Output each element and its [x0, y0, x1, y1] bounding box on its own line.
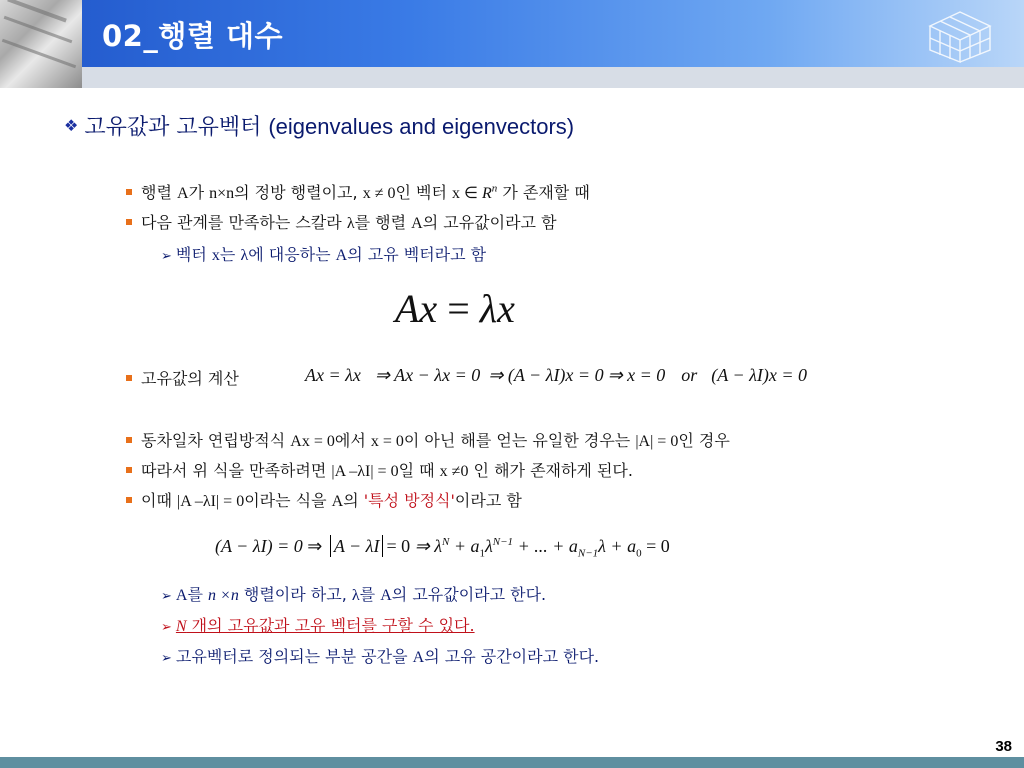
slide-title: 02_행렬 대수 [102, 19, 284, 53]
sub-bullet-eigenvector-def: ➢ 벡터 x는 λ에 대응하는 A의 고유 벡터라고 함 [161, 245, 487, 264]
calc-equation: Ax = λx ⇒ Ax − λx = 0 ⇒ (A − λI)x = 0 ⇒ x = 0 or (A − λI)x = 0 [305, 365, 808, 385]
arrow-bullet-icon: ➢ [161, 249, 172, 264]
bullet-eigenvalue-def: 다음 관계를 만족하는 스칼라 λ를 행렬 A의 고유값이라고 함 [126, 210, 557, 233]
square-bullet-icon [126, 375, 132, 381]
header-photo [0, 0, 82, 88]
cube-logo-icon [920, 6, 1000, 64]
arrow-bullet-icon: ➢ [161, 651, 172, 666]
sub-bullet-eigenspace: ➢ 고유벡터로 정의되는 부분 공간을 A의 고유 공간이라고 한다. [161, 647, 600, 666]
bullet-homogeneous-system: 동차일차 연립방적식 Ax = 0에서 x = 0이 아닌 해를 얻는 유일한 경우는 |A| = 0인 경우 [126, 428, 730, 451]
sub-bullet-n-eigenvalues: ➢ N 개의 고유값과 고유 벡터를 구할 수 있다. [161, 616, 475, 635]
footer-bar [0, 757, 1024, 768]
characteristic-polynomial: (A − λI) = 0 ⇒ A − λI = 0 ⇒ $\lambda^N + a_1\lambda^{N-1}$ + ... + $a_{N-1}\lambda + a_0 = 0$ [215, 536, 670, 560]
square-bullet-icon [126, 189, 132, 195]
bullet-nontrivial-solution: 따라서 위 식을 만족하려면 |A –λI| = 0일 때 x ≠0 인 해가 존재하게 된다. [126, 458, 633, 481]
bullet-characteristic-equation: 이때 |A –λI| = 0이라는 식을 A의 '특성 방정식'이라고 함 [126, 488, 522, 511]
sub-bullet-nxn-matrix: ➢ A를 n ×n 행렬이라 하고, λ를 A의 고유값이라고 한다. [161, 585, 547, 604]
arrow-bullet-icon: ➢ [161, 620, 172, 635]
square-bullet-icon [126, 497, 132, 503]
square-bullet-icon [126, 219, 132, 225]
diamond-bullet-icon: ❖ [64, 116, 79, 135]
bullet-eigenvalue-calc: 고유값의 계산 [126, 366, 239, 389]
page-number: 38 [995, 738, 1012, 755]
header-sub-band [82, 67, 1024, 88]
bullet-square-matrix: 행렬 A가 n×n의 정방 행렬이고, x ≠ 0인 벡터 x ∈ $R^n$ 가 존재할 때 [126, 180, 590, 203]
square-bullet-icon [126, 437, 132, 443]
eigen-equation: Ax = λx [395, 286, 515, 331]
arrow-bullet-icon: ➢ [161, 589, 172, 604]
section-heading: ❖ 고유값과 고유벡터 (eigenvalues and eigenvectors) [64, 114, 575, 140]
square-bullet-icon [126, 467, 132, 473]
